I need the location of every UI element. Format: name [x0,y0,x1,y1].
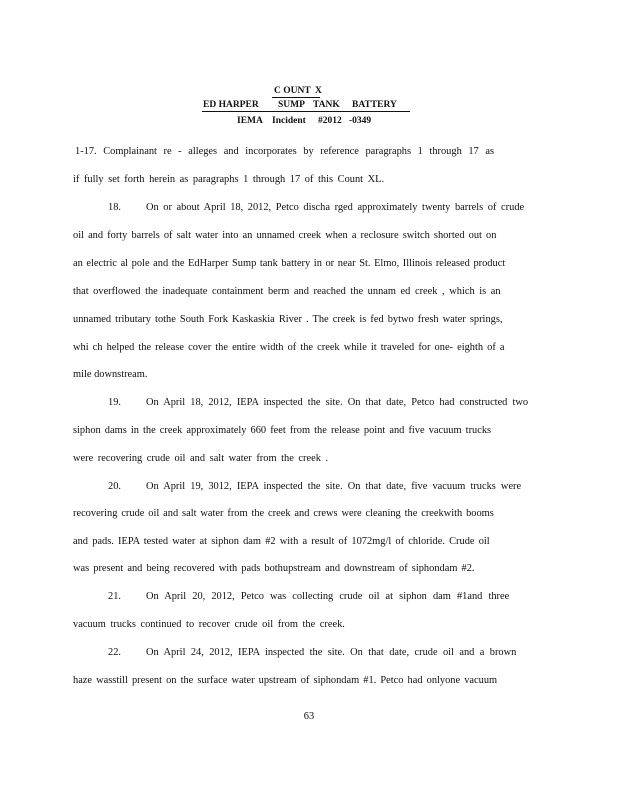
header-year: #2012 [318,116,342,126]
paragraph-line: 20. On April 19, 3012, IEPA inspected the site. On that date, five vacuum trucks were [108,481,522,492]
header-count: C OUNT [274,86,311,96]
header-count-underline [272,97,320,98]
paragraph-line: mile downstream. [73,369,148,380]
header-incident: Incident [272,116,306,126]
header-number: -0349 [349,116,372,126]
paragraph-line: 19. On April 18, 2012, IEPA inspected the site. On that date, Petco had constructed two [108,397,529,408]
header-count-roman: X [315,86,322,96]
paragraph-line: 21. On April 20, 2012, Petco was collecting crude oil at siphon dam #1and three [108,591,510,602]
header-iema: IEMA [237,116,263,126]
paragraph-line: unnamed tributary tothe South Fork Kaskaskia River . The creek is fed bytwo fresh water springs, [73,314,503,325]
paragraph-number: 22. [108,647,121,658]
paragraph-line: an electric al pole and the EdHarper Sump tank battery in or near St. Elmo, Illinois released product [73,258,506,269]
paragraph-line: if fully set forth herein as paragraphs 1 through 17 of this Count XL. [73,174,385,185]
paragraph-line: 22. On April 24, 2012, IEPA inspected the site. On that date, crude oil and a brown [108,647,517,658]
paragraph-line: recovering crude oil and salt water from the creek and crews were cleaning the creekwith booms [73,508,494,519]
paragraph-line: that overflowed the inadequate containment berm and reached the unnam ed creek , which is an [73,286,501,297]
paragraph-line: siphon dams in the creek approximately 660 feet from the release point and five vacuum trucks [73,425,492,436]
paragraph-line: vacuum trucks continued to recover crude oil from the creek. [73,619,345,630]
header-party: ED HARPER [203,100,259,110]
header-col-battery: BATTERY [352,100,397,110]
paragraph-number: 18. [108,202,121,213]
page-number: 63 [303,711,315,722]
paragraph-number: 20. [108,481,121,492]
paragraph-number: 19. [108,397,121,408]
paragraph-line: was present and being recovered with pads bothupstream and downstream of siphondam #2. [73,563,475,574]
paragraph-line: and pads. IEPA tested water at siphon dam #2 with a result of 1072mg/l of chloride. Crude oil [73,536,490,547]
header-col-tank: TANK [313,100,340,110]
header-col-sump: SUMP [278,100,305,110]
paragraph-line: were recovering crude oil and salt water from the creek . [73,453,329,464]
paragraph-number: 21. [108,591,121,602]
paragraph-line: whi ch helped the release cover the entire width of the creek while it traveled for one- eighth of a [73,342,505,353]
paragraph-line: oil and forty barrels of salt water into an unnamed creek when a reclosure switch shorted out on [73,230,497,241]
paragraph-line: haze wasstill present on the surface water upstream of siphondam #1. Petco had onlyone vacuum [73,675,498,686]
header-underline [202,111,410,112]
paragraph-line: 18. On or about April 18, 2012, Petco discha rged approximately twenty barrels of crude [108,202,525,213]
paragraph-line: 1-17. Complainant re - alleges and incorporates by reference paragraphs 1 through 17 as [75,146,495,157]
